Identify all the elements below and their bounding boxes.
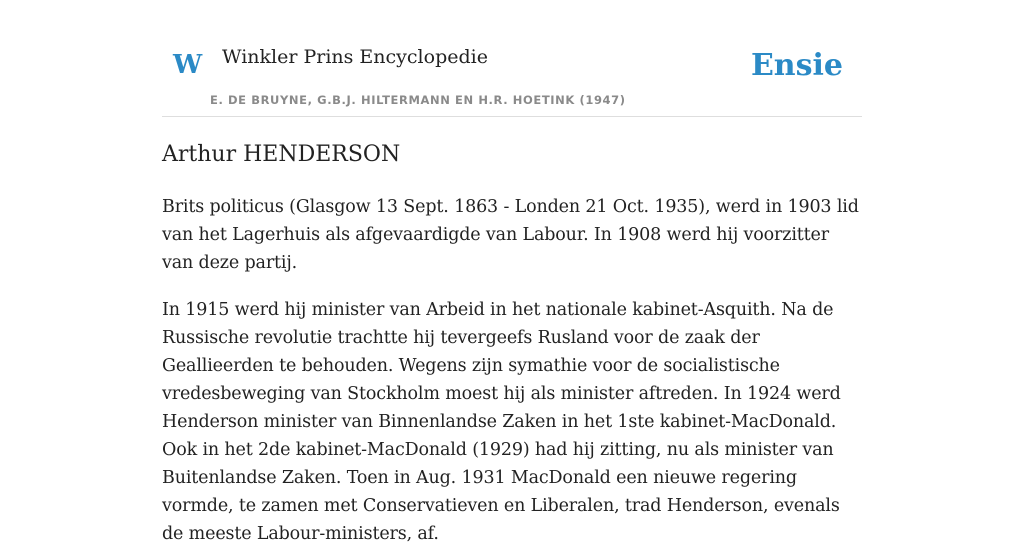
article <box>162 140 862 548</box>
site-header <box>162 0 862 117</box>
ensie-logo[interactable]: Ensie <box>750 48 843 83</box>
encyclopedia-name-link[interactable]: Winkler Prins Encyclopedie <box>222 46 488 68</box>
article-paragraph-2: In 1915 werd hij minister van Arbeid in het nationale kabinet-Asquith. Na de Russische revolutie trachtte hij tevergeefs Rusland voor de zaak der Geallieerden te behouden. Wegens zijn symathie voor de socialistische vredesbeweging van Stockholm moest hij als minister aftreden. In 1924 werd Henderson minister van Binnenlandse Zaken in het 1ste kabinet-MacDonald. Ook in het 2de kabinet-MacDonald (1929) had hij zitting, nu als minister van Buitenlandse Zaken. Toen in Aug. 1931 MacDonald een nieuwe regering vormde, te zamen met Conservatieven en Liberalen, trad Henderson, evenals de meeste Labour-ministers, af. <box>162 300 841 544</box>
article-title: Arthur HENDERSON <box>162 142 401 167</box>
authors-line: E. DE BRUYNE, G.B.J. HILTERMANN EN H.R. HOETINK (1947) <box>210 93 626 107</box>
winkler-prins-logo[interactable]: W <box>173 50 203 80</box>
article-paragraph-1: Brits politicus (Glasgow 13 Sept. 1863 - Londen 21 Oct. 1935), werd in 1903 lid van het Lagerhuis als afgevaardigde van Labour. In 1908 werd hij voorzitter van deze partij. <box>162 197 859 273</box>
